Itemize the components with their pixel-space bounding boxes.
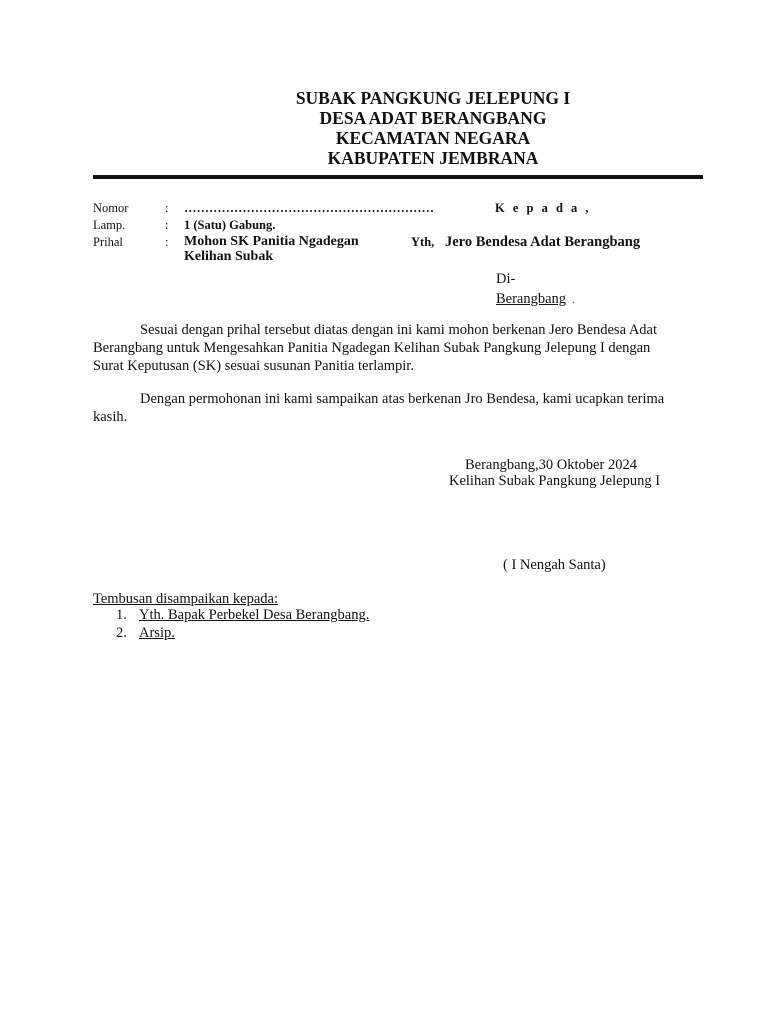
lamp-value: 1 (Satu) Gabung. — [184, 218, 276, 232]
tembusan-item-number: 2. — [116, 625, 127, 641]
letterhead-line-2: DESA ADAT BERANGBANG — [319, 108, 547, 128]
nomor-colon: : — [165, 201, 169, 215]
lamp-label: Lamp. — [93, 218, 126, 232]
recipient-place-name: Berangbang — [496, 291, 567, 307]
tembusan-item — [116, 607, 369, 624]
tembusan-item-number: 1. — [116, 607, 127, 623]
body-paragraph-2: Dengan permohonan ini kami sampaikan atas berkenan Jro Bendesa, kami ucapkan terima kasih. — [93, 391, 665, 425]
recipient-place-dot: . — [572, 295, 575, 306]
recipient-name: Jero Bendesa Adat Berangbang — [445, 234, 641, 250]
letterhead-line-3: KECAMATAN NEGARA — [335, 128, 531, 148]
recipient-place — [496, 291, 575, 308]
signature-place-date: Berangbang,30 Oktober 2024 — [465, 457, 637, 473]
prihal-value-line-1: Mohon SK Panitia Ngadegan — [184, 234, 359, 249]
nomor-label: Nomor — [93, 201, 129, 215]
prihal-colon: : — [165, 235, 169, 249]
di-label: Di- — [496, 271, 516, 287]
yth-label: Yth, — [411, 235, 435, 249]
tembusan-item-text: Arsip. — [139, 625, 175, 641]
tembusan-title: Tembusan disampaikan kepada: — [93, 591, 279, 607]
signature-name: ( I Nengah Santa) — [503, 557, 606, 573]
prihal-label: Prihal — [93, 235, 123, 249]
signature-position: Kelihan Subak Pangkung Jelepung I — [449, 473, 661, 489]
kepada-label: K e p a d a , — [495, 201, 592, 215]
tembusan-item — [116, 625, 175, 642]
lamp-colon: : — [165, 218, 169, 232]
letterhead-line-4: KABUPATEN JEMBRANA — [327, 148, 539, 168]
letterhead-line-1: SUBAK PANGKUNG JELEPUNG I — [295, 88, 571, 108]
nomor-value: …………………………………………………… — [184, 201, 434, 215]
body-paragraph-1: Sesuai dengan prihal tersebut diatas dengan ini kami mohon berkenan Jero Bendesa Adat Berangbang untuk Mengesahkan Panitia Ngadegan Kelihan Subak Pangkung Jelepung I dengan Surat Keputusan (SK) sesuai susunan Panitia terlampir. — [93, 322, 658, 374]
prihal-value-line-2: Kelihan Subak — [184, 249, 274, 264]
tembusan-item-text: Yth. Bapak Perbekel Desa Berangbang. — [139, 607, 370, 623]
header-divider-thick — [93, 175, 703, 179]
letterhead — [0, 88, 768, 168]
